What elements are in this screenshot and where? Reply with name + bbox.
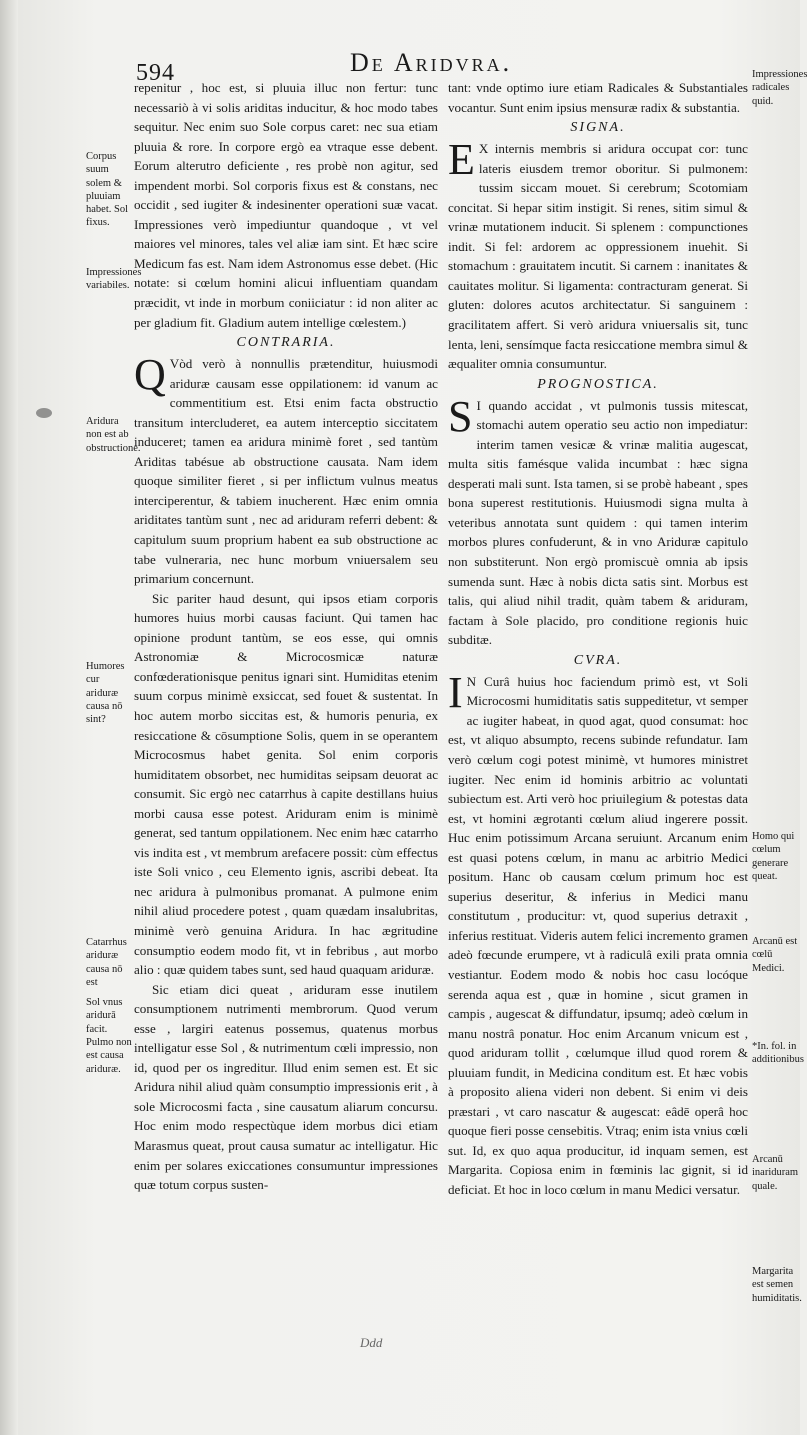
margin-note-margarita: Margarita est semen humiditatis. xyxy=(752,1266,802,1304)
running-head: De Aridvra. xyxy=(350,48,513,77)
margin-note-radicales: Impressiones radicales quid. xyxy=(752,69,807,107)
drop-cap-i: I xyxy=(448,667,463,717)
paragraph-radicales: tant: vnde optimo iure etiam Radicales & Substantiales vocantur. Sunt enim ipsius mensuræ radix & substantia. xyxy=(448,80,748,115)
paragraph-humores: Sic pariter haud desunt, qui ipsos etiam corporis humores huius morbi causas faciunt. Qui tamen hac opinione produnt tantùm, se eos esse, qui omnis Astronomiæ & Microcosmicæ naturæ confœderationisque penitus ignari sint. Humiditas etenim suum corpus minimè exsiccat, sed fouet & sustentat. In hoc autem morbo siccitas est, & humoris penuria, ex resiccatione & cōsumptione Solis, quem in se operantem Microcosmus habet genita. Sol enim corporis humiditatem obsorbet, nec humiditas seipsam deuorat ac consumit. Sic ergò nec catarrhus à capite destillans huius morbi causa esse potest. Ariduram enim is minimè generat, sed tantum oppilationem. Nec enim hæc catarrho vis indita est , vt membrum arefacere possit: cùm effectus iste Soli vnico , ceu Elemento ignis, ascribi debeat. Ita nec aridura à pulmonibus promanat. A pulmone enim nihil aliud procedere potest , quam quædam insalubritas, minimè verò genuina Aridura. In hac ægritudine consumptio eodem modo fit, vt in febribus , aut morbo alio : quæ quidem tabes sunt, sed haud quaquam ariduræ. xyxy=(134,590,438,978)
margin-note-humores: Humores cur ariduræ causa nō sint? xyxy=(86,661,125,726)
margin-note-homo-coelum: Homo qui cœlum generare queat. xyxy=(752,831,795,882)
margin-note-corpus-sol: Corpus suum solem & pluuiam habet. Sol fixus. xyxy=(86,151,128,229)
margin-note-arcanum-quale: Arcanū inariduram quale. xyxy=(752,1154,799,1192)
paragraph-intro: repenitur , hoc est, si pluuia illuc non fertur: tunc necessariò à vi solis ariditas inducitur, & hoc modo tabes sequitur. Nec enim suo Sole corpus caret: nec sua etiam pluuia & rore. In corpore ergò ea vtraque esse debent. Eorum alterutro deficiente , res probè non agitur, sed impendent morbi. Sol corporis fixus est & constans, nec occidit , sed iugiter & indesinenter operationi suæ vacat. Impressiones verò impediuntur quandoque , vt vel maiores vel minores, tales vel aliæ iam sint. Et hæc scire Medicum fas est. Nam idem Astronomus esse debet. (Hic notate: si cœlum homini alicui influentiam quandam præcidit, vt inde in morbum coniiciatur : id non aliter ac per gladium fit. Gladium autem intellige cœlestem.) xyxy=(134,80,438,330)
paragraph-prognostica xyxy=(448,391,748,650)
drop-cap-q: Q xyxy=(134,350,166,400)
drop-cap-s: S xyxy=(448,391,473,441)
heading-signa: SIGNA. xyxy=(570,120,626,136)
margin-note-obstructio: Aridura non est ab obstructione. xyxy=(86,416,141,454)
margin-note-sol-vnus: Sol vnus aridurā facit. xyxy=(86,997,123,1035)
paragraph-cura xyxy=(448,667,748,1200)
right-text-column xyxy=(448,78,748,1200)
margin-note-arcanum-coelum: Arcanū est cœlū Medici. xyxy=(752,936,798,974)
paragraph-contraria-text: Vòd verò à nonnullis prætenditur, huiusmodi ariduræ causam esse oppilationem: id vanum ac commentitium est. Etsi enim facta obstructio transitum intercluderet, ea autem interceptio siccitatem induceret; tamen ea aridura minimè foret , sed tantùm Ariditas tabésue ab obstructione causata. Nam idem quoque similiter fieret , si per inflictum vulnus meatus interciperentur, & tabiem inucherent. Hæc enim omnia ariditates tantùm sunt , nec ad ariduram referri debent: & capitulum suum proprium habent ea sub obstructione ac tabe vulneraria, nec hunc morbum vniuersalem seu primarium concernunt. xyxy=(134,356,438,587)
heading-contraria: CONTRARIA. xyxy=(236,335,336,351)
paragraph-contraria xyxy=(134,350,438,589)
paragraph-consumptio: Sic etiam dici queat , ariduram esse inutilem consumptionem nutrimenti membrorum. Quod verum esse , largiri eatenus possemus, quatenus morbus intelligatur esse Sol , & nutrimentum cœli impressio, non id, quod per os ingreditur. Illud enim semen est. Et sic Aridura nihil aliud quàm consumptio impressionis erit , à sole Microcosmi facta , sine causatum aliarum concursu. Hoc enim modo respectùque idem morbus dici etiam Marasmus queat, prout causa sumatur ac intelligatur. Hic enim per solares exiccationes consumuntur impressiones quæ totum corpus susten- xyxy=(134,981,438,1193)
paragraph-signa-text: X internis membris si aridura occupat cor: tunc lateris eiusdem tremor oboritur. Si pulmonem: tussim siccam mouet. Si cerebrum; Scotomiam concitat. Si hepar sitim instigit. Si renes, sitim simul & vrinæ mutationem inducit. Si splenem : compunctiones indit. Si fel: ardorem ac oppressionem inuehit. Si stomachum : grauitatem incutit. Si carnem : inanitates & cauitates molitur. Si ligamenta: contracturam generat. Si gluten: dolores acutos architectatur. Si sanguinem : gracilitatem affert. Si verò aridura vniuersalis sit, tunc lenta, leni, sensímque facta resiccatione membra simul & æqualiter omnia consumuntur. xyxy=(448,141,748,372)
paragraph-cura-text: N Curâ huius hoc faciendum primò est, vt Soli Microcosmi humiditatis satis suppeditetur, vt semper ac iugiter habeat, in quod agat, quod consumat: hoc est, vt aliquo absumpto, recens subinde refundatur. Iam verò cœlum cogi potest minimè, vt humores ministret iugiter. Nec enim id hominis arbitrio ac voluntati subiectum est. Arti verò hoc priuilegium & potestas data est, vt homini ægrotanti cœlum aliud ingerere possit. Huc enim potissimum Arcana seruiunt. Arcanum enim est quasi potens cœlum, in manu ac arbitrio Medici positum. Hanc ob causam cœlum primum hoc est superius deseritur, & inferius in Medici manu constitutum , producitur: vt, quod superius detraxit , inferius restituat. Videris autem felici incremento gramen adeò fœcunde erumpere, vt à radiculâ exili prata omnia vestiantur. Eodem modo & nobis hoc casu locóque serenda aqua est , quæ in homine , sicut gramen in campis , augescat & diffundatur, ipsumq; adeò cœlum in manu nostrâ ponatur. Hoc enim Arcanum vnicum est , quod ariduram tollit , cœlumque illud quod rorem & pluuiam fundit, in Medicina conditum est. Et hæc vobis à proposito aliena videri non debent. Si enim vi deis præstari , vt caro nascatur & augescat: eâdē operâ hoc quoque fieri posse censebitis. Vtraq; enim ista vnius cœli sut. Id, ex quo aqua producitur, id inquam semen, est Margarita. Copiosa enim in fœminis lac gignit, si id deficiat. Et hoc in loco cœlum in manu Medici versatur. xyxy=(448,673,748,1197)
ink-smudge xyxy=(36,408,52,418)
heading-cura: CVRA. xyxy=(573,652,623,668)
margin-note-catarrhus: Catarrhus ariduræ causa nō est xyxy=(86,937,127,988)
paragraph-prognostica-text: I quando accidat , vt pulmonis tussis mitescat, stomachi autem operatio seu actio non impediatur: interim tamen vesicæ & vrinæ malitia augescat, multa sitis famésque valida incumbat : hæc signa desperati mali sunt. Ista tamen, si se probè habeant , spes bona superest restitutionis. Huiusmodi signa multa à veteribus annotata sunt quidem : qui tamen interim morbos plures confuderunt, & in vno Ariduræ capitulo non substiterunt. Non ergò promiscuè omnia ab ipsis sumenda sunt. Hæc à nobis dicta satis sint. Morbus est talis, qui aliud nihil tradit, quàm tabem & ariduram, factam à Sole placido, pro conditione regionis huic subditæ. xyxy=(448,397,748,648)
margin-note-pulmo: Pulmo non est causa ariduræ. xyxy=(86,1037,132,1075)
left-text-column xyxy=(134,78,438,1195)
paragraph-signa xyxy=(448,135,748,374)
page-number: 594 xyxy=(136,60,175,86)
heading-prognostica: PROGNOSTICA. xyxy=(537,376,659,392)
margin-note-additionibus: *In. fol. in additionibus xyxy=(752,1041,804,1066)
drop-cap-e: E xyxy=(448,135,475,185)
signature-mark: Ddd xyxy=(360,1335,383,1350)
margin-note-impressiones: Impressiones variabiles. xyxy=(86,267,142,292)
page-gutter xyxy=(0,0,18,1435)
